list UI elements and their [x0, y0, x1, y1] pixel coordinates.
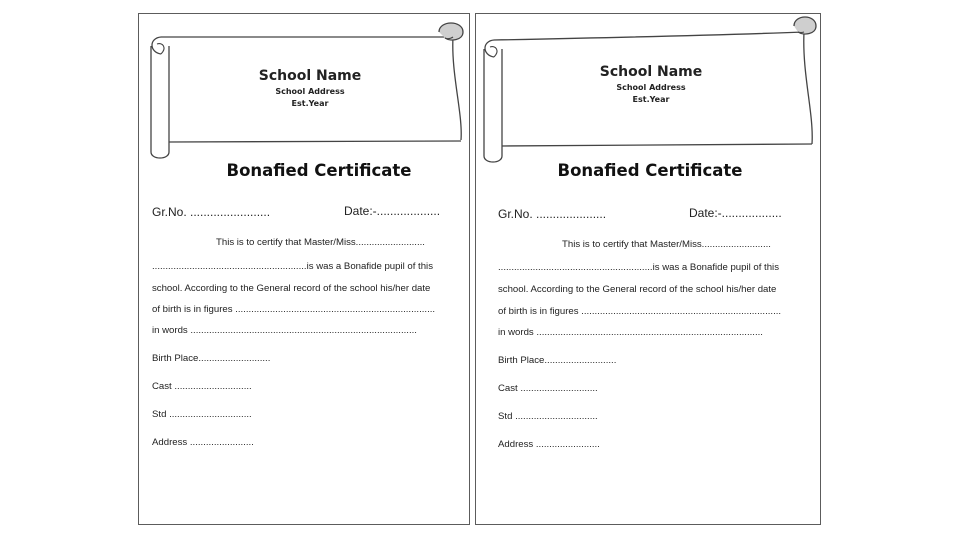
school-header [569, 64, 733, 106]
body-line: school. According to the General record of the school his/her date [152, 283, 431, 294]
cast-field: Cast ............................. [498, 383, 598, 394]
body-line: This is to certify that Master/Miss.......................... [216, 237, 425, 248]
body-line: ..........................................................is was a Bonafide pupil of this [152, 261, 433, 272]
birth-place-field: Birth Place........................... [498, 355, 617, 366]
std-field: Std ............................... [152, 409, 252, 420]
body-line: of birth is in figures ........................................................................... [498, 306, 782, 317]
body-line: ..........................................................is was a Bonafide pupil of this [498, 262, 779, 273]
gr-no-field: Gr.No. ..................... [498, 207, 607, 221]
certificate-page-right [475, 13, 821, 525]
school-name: School Name [599, 64, 703, 80]
established-year: Est.Year [291, 99, 329, 108]
body-line: This is to certify that Master/Miss.......................... [562, 239, 771, 250]
school-name: School Name [258, 68, 362, 84]
address-field: Address ........................ [152, 437, 254, 448]
certificate-title: Bonafied Certificate [557, 161, 743, 180]
body-line: school. According to the General record of the school his/her date [498, 284, 777, 295]
cast-field: Cast ............................. [152, 381, 252, 392]
gr-no-field: Gr.No. ........................ [152, 205, 271, 219]
std-field: Std ............................... [498, 411, 598, 422]
certificate-page-left [138, 13, 470, 525]
school-address: School Address [275, 87, 345, 96]
birth-place-field: Birth Place........................... [152, 353, 271, 364]
school-address: School Address [616, 83, 686, 92]
body-line: of birth is in figures ........................................................................... [152, 304, 436, 315]
certificate-title: Bonafied Certificate [226, 161, 412, 180]
established-year: Est.Year [632, 95, 670, 104]
body-line: in words ..................................................................................... [498, 327, 763, 338]
school-header [229, 68, 391, 110]
address-field: Address ........................ [498, 439, 600, 450]
date-field: Date:-.................. [689, 206, 782, 220]
date-field: Date:-................... [344, 204, 441, 218]
body-line: in words ..................................................................................... [152, 325, 417, 336]
